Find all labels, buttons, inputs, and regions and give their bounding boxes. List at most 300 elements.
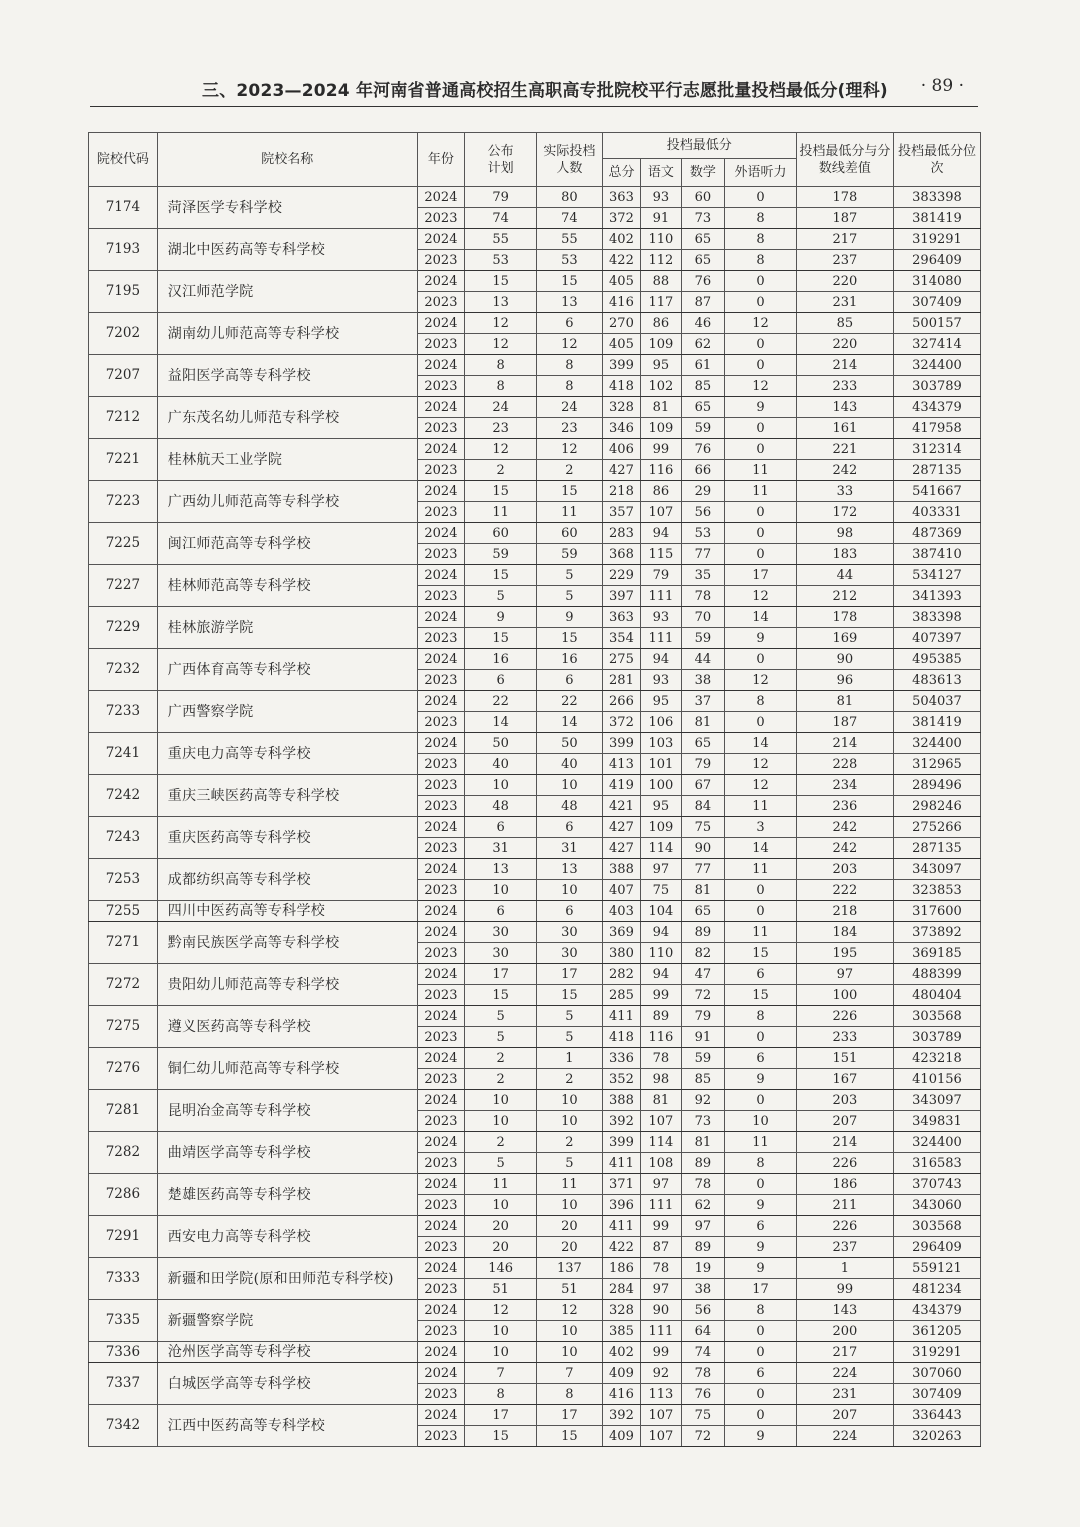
cell-actual: 53 bbox=[537, 250, 603, 271]
cell-rank: 303789 bbox=[893, 376, 980, 397]
cell-diff: 231 bbox=[796, 292, 893, 313]
page-number: · 89 · bbox=[920, 76, 964, 96]
cell-year: 2023 bbox=[417, 1069, 465, 1090]
cell-plan: 12 bbox=[465, 1300, 537, 1321]
cell-actual: 16 bbox=[537, 649, 603, 670]
cell-plan: 2 bbox=[465, 1069, 537, 1090]
cell-rank: 307409 bbox=[893, 292, 980, 313]
cell-listening: 0 bbox=[725, 544, 797, 565]
cell-year: 2023 bbox=[417, 1111, 465, 1132]
cell-math: 78 bbox=[681, 586, 724, 607]
cell-rank: 289496 bbox=[893, 775, 980, 796]
cell-listening: 12 bbox=[725, 586, 797, 607]
cell-listening: 11 bbox=[725, 1132, 797, 1153]
school-name: 四川中医药高等专科学校 bbox=[157, 901, 417, 922]
cell-math: 77 bbox=[681, 544, 724, 565]
cell-plan: 20 bbox=[465, 1216, 537, 1237]
cell-actual: 6 bbox=[537, 313, 603, 334]
cell-actual: 137 bbox=[537, 1258, 603, 1279]
cell-actual: 11 bbox=[537, 502, 603, 523]
cell-year: 2023 bbox=[417, 1384, 465, 1405]
cell-rank: 307409 bbox=[893, 1384, 980, 1405]
table-row bbox=[89, 1216, 981, 1237]
cell-chinese: 109 bbox=[641, 334, 681, 355]
cell-plan: 11 bbox=[465, 502, 537, 523]
school-name: 重庆三峡医药高等专科学校 bbox=[157, 775, 417, 817]
cell-rank: 423218 bbox=[893, 1048, 980, 1069]
school-code: 7212 bbox=[89, 397, 158, 439]
cell-listening: 11 bbox=[725, 859, 797, 880]
cell-actual: 12 bbox=[537, 439, 603, 460]
table-row bbox=[89, 649, 981, 670]
cell-year: 2023 bbox=[417, 586, 465, 607]
cell-listening: 9 bbox=[725, 1237, 797, 1258]
cell-rank: 383398 bbox=[893, 607, 980, 628]
cell-listening: 14 bbox=[725, 607, 797, 628]
cell-math: 81 bbox=[681, 712, 724, 733]
cell-plan: 60 bbox=[465, 523, 537, 544]
school-code: 7193 bbox=[89, 229, 158, 271]
cell-actual: 10 bbox=[537, 1111, 603, 1132]
school-code: 7207 bbox=[89, 355, 158, 397]
cell-year: 2023 bbox=[417, 880, 465, 901]
cell-actual: 80 bbox=[537, 187, 603, 208]
cell-total: 427 bbox=[602, 838, 640, 859]
cell-total: 409 bbox=[602, 1363, 640, 1384]
cell-math: 79 bbox=[681, 754, 724, 775]
cell-diff: 151 bbox=[796, 1048, 893, 1069]
school-code: 7271 bbox=[89, 922, 158, 964]
school-code: 7227 bbox=[89, 565, 158, 607]
cell-rank: 541667 bbox=[893, 481, 980, 502]
col-header-rank: 投档最低分位次 bbox=[893, 133, 980, 187]
cell-actual: 9 bbox=[537, 607, 603, 628]
cell-diff: 172 bbox=[796, 502, 893, 523]
cell-rank: 327414 bbox=[893, 334, 980, 355]
cell-listening: 14 bbox=[725, 733, 797, 754]
cell-listening: 6 bbox=[725, 1048, 797, 1069]
cell-diff: 212 bbox=[796, 586, 893, 607]
cell-diff: 143 bbox=[796, 1300, 893, 1321]
school-name: 广西幼儿师范高等专科学校 bbox=[157, 481, 417, 523]
cell-listening: 6 bbox=[725, 1363, 797, 1384]
cell-total: 388 bbox=[602, 859, 640, 880]
cell-actual: 17 bbox=[537, 964, 603, 985]
cell-actual: 7 bbox=[537, 1363, 603, 1384]
cell-math: 84 bbox=[681, 796, 724, 817]
cell-chinese: 94 bbox=[641, 523, 681, 544]
cell-year: 2024 bbox=[417, 817, 465, 838]
cell-year: 2023 bbox=[417, 376, 465, 397]
cell-plan: 16 bbox=[465, 649, 537, 670]
school-name: 益阳医学高等专科学校 bbox=[157, 355, 417, 397]
cell-actual: 5 bbox=[537, 1006, 603, 1027]
cell-math: 59 bbox=[681, 628, 724, 649]
cell-math: 89 bbox=[681, 1153, 724, 1174]
cell-math: 67 bbox=[681, 775, 724, 796]
cell-actual: 10 bbox=[537, 1090, 603, 1111]
school-name: 重庆医药高等专科学校 bbox=[157, 817, 417, 859]
cell-diff: 143 bbox=[796, 397, 893, 418]
cell-year: 2023 bbox=[417, 502, 465, 523]
cell-actual: 40 bbox=[537, 754, 603, 775]
school-code: 7282 bbox=[89, 1132, 158, 1174]
cell-rank: 417958 bbox=[893, 418, 980, 439]
cell-plan: 17 bbox=[465, 1405, 537, 1426]
cell-math: 72 bbox=[681, 1426, 724, 1447]
cell-chinese: 86 bbox=[641, 481, 681, 502]
cell-plan: 79 bbox=[465, 187, 537, 208]
cell-listening: 11 bbox=[725, 460, 797, 481]
cell-diff: 217 bbox=[796, 1342, 893, 1363]
cell-chinese: 115 bbox=[641, 544, 681, 565]
cell-listening: 14 bbox=[725, 838, 797, 859]
school-name: 湖南幼儿师范高等专科学校 bbox=[157, 313, 417, 355]
cell-diff: 226 bbox=[796, 1006, 893, 1027]
cell-diff: 187 bbox=[796, 712, 893, 733]
cell-math: 62 bbox=[681, 334, 724, 355]
cell-listening: 11 bbox=[725, 922, 797, 943]
cell-diff: 226 bbox=[796, 1216, 893, 1237]
cell-actual: 13 bbox=[537, 292, 603, 313]
school-code: 7255 bbox=[89, 901, 158, 922]
cell-math: 78 bbox=[681, 1363, 724, 1384]
school-name: 广西体育高等专科学校 bbox=[157, 649, 417, 691]
cell-rank: 381419 bbox=[893, 712, 980, 733]
col-header-year: 年份 bbox=[417, 133, 465, 187]
cell-rank: 343097 bbox=[893, 1090, 980, 1111]
cell-rank: 387410 bbox=[893, 544, 980, 565]
cell-listening: 12 bbox=[725, 376, 797, 397]
table-row bbox=[89, 1132, 981, 1153]
cell-rank: 323853 bbox=[893, 880, 980, 901]
running-header bbox=[90, 72, 978, 107]
cell-rank: 341393 bbox=[893, 586, 980, 607]
cell-listening: 0 bbox=[725, 271, 797, 292]
cell-year: 2023 bbox=[417, 460, 465, 481]
cell-total: 402 bbox=[602, 1342, 640, 1363]
cell-rank: 312314 bbox=[893, 439, 980, 460]
cell-plan: 2 bbox=[465, 1048, 537, 1069]
cell-plan: 6 bbox=[465, 670, 537, 691]
cell-total: 422 bbox=[602, 1237, 640, 1258]
cell-chinese: 111 bbox=[641, 628, 681, 649]
school-code: 7333 bbox=[89, 1258, 158, 1300]
school-code: 7225 bbox=[89, 523, 158, 565]
cell-plan: 13 bbox=[465, 859, 537, 880]
school-name: 新疆和田学院(原和田师范专科学校) bbox=[157, 1258, 417, 1300]
cell-plan: 7 bbox=[465, 1363, 537, 1384]
cell-listening: 8 bbox=[725, 208, 797, 229]
table-row bbox=[89, 964, 981, 985]
cell-listening: 0 bbox=[725, 1321, 797, 1342]
cell-chinese: 88 bbox=[641, 271, 681, 292]
cell-math: 82 bbox=[681, 943, 724, 964]
cell-chinese: 101 bbox=[641, 754, 681, 775]
school-code: 7223 bbox=[89, 481, 158, 523]
school-name: 贵阳幼儿师范高等专科学校 bbox=[157, 964, 417, 1006]
cell-actual: 15 bbox=[537, 628, 603, 649]
cell-math: 60 bbox=[681, 187, 724, 208]
cell-total: 357 bbox=[602, 502, 640, 523]
table-row bbox=[89, 313, 981, 334]
cell-math: 65 bbox=[681, 733, 724, 754]
cell-math: 89 bbox=[681, 1237, 724, 1258]
cell-math: 79 bbox=[681, 1006, 724, 1027]
col-header-actual: 实际投档人数 bbox=[537, 133, 603, 187]
school-code: 7275 bbox=[89, 1006, 158, 1048]
cell-total: 363 bbox=[602, 187, 640, 208]
school-code: 7174 bbox=[89, 187, 158, 229]
cell-math: 65 bbox=[681, 397, 724, 418]
cell-listening: 9 bbox=[725, 397, 797, 418]
cell-plan: 15 bbox=[465, 565, 537, 586]
cell-year: 2023 bbox=[417, 1279, 465, 1300]
cell-diff: 214 bbox=[796, 1132, 893, 1153]
cell-year: 2024 bbox=[417, 1006, 465, 1027]
cell-listening: 17 bbox=[725, 1279, 797, 1300]
cell-chinese: 93 bbox=[641, 670, 681, 691]
cell-total: 229 bbox=[602, 565, 640, 586]
cell-chinese: 113 bbox=[641, 1384, 681, 1405]
cell-total: 371 bbox=[602, 1174, 640, 1195]
col-header-math: 数学 bbox=[681, 159, 724, 187]
school-code: 7276 bbox=[89, 1048, 158, 1090]
cell-total: 352 bbox=[602, 1069, 640, 1090]
cell-rank: 287135 bbox=[893, 460, 980, 481]
cell-actual: 5 bbox=[537, 1027, 603, 1048]
cell-listening: 0 bbox=[725, 1027, 797, 1048]
cell-listening: 12 bbox=[725, 670, 797, 691]
school-code: 7281 bbox=[89, 1090, 158, 1132]
cell-rank: 336443 bbox=[893, 1405, 980, 1426]
cell-total: 418 bbox=[602, 376, 640, 397]
cell-year: 2023 bbox=[417, 1027, 465, 1048]
cell-rank: 480404 bbox=[893, 985, 980, 1006]
cell-listening: 15 bbox=[725, 943, 797, 964]
cell-total: 396 bbox=[602, 1195, 640, 1216]
cell-total: 416 bbox=[602, 292, 640, 313]
cell-year: 2024 bbox=[417, 1216, 465, 1237]
table-row bbox=[89, 1048, 981, 1069]
cell-math: 74 bbox=[681, 1342, 724, 1363]
cell-year: 2024 bbox=[417, 271, 465, 292]
cell-plan: 5 bbox=[465, 586, 537, 607]
cell-listening: 0 bbox=[725, 712, 797, 733]
cell-year: 2024 bbox=[417, 1174, 465, 1195]
cell-actual: 17 bbox=[537, 1405, 603, 1426]
cell-rank: 370743 bbox=[893, 1174, 980, 1195]
cell-chinese: 89 bbox=[641, 1006, 681, 1027]
cell-total: 218 bbox=[602, 481, 640, 502]
cell-math: 89 bbox=[681, 922, 724, 943]
cell-plan: 10 bbox=[465, 1090, 537, 1111]
cell-listening: 11 bbox=[725, 796, 797, 817]
cell-listening: 0 bbox=[725, 901, 797, 922]
cell-total: 411 bbox=[602, 1153, 640, 1174]
cell-math: 73 bbox=[681, 208, 724, 229]
col-header-diff: 投档最低分与分数线差值 bbox=[796, 133, 893, 187]
cell-total: 407 bbox=[602, 880, 640, 901]
cell-actual: 48 bbox=[537, 796, 603, 817]
cell-actual: 22 bbox=[537, 691, 603, 712]
cell-plan: 31 bbox=[465, 838, 537, 859]
cell-math: 65 bbox=[681, 250, 724, 271]
cell-total: 392 bbox=[602, 1405, 640, 1426]
cell-listening: 0 bbox=[725, 334, 797, 355]
cell-listening: 12 bbox=[725, 754, 797, 775]
cell-listening: 9 bbox=[725, 1069, 797, 1090]
cell-plan: 15 bbox=[465, 1426, 537, 1447]
cell-total: 422 bbox=[602, 250, 640, 271]
cell-rank: 381419 bbox=[893, 208, 980, 229]
cell-chinese: 93 bbox=[641, 187, 681, 208]
cell-total: 399 bbox=[602, 1132, 640, 1153]
table-row bbox=[89, 397, 981, 418]
cell-rank: 303568 bbox=[893, 1006, 980, 1027]
table-row bbox=[89, 733, 981, 754]
cell-rank: 410156 bbox=[893, 1069, 980, 1090]
cell-actual: 6 bbox=[537, 901, 603, 922]
school-code: 7342 bbox=[89, 1405, 158, 1447]
school-name: 闽江师范高等专科学校 bbox=[157, 523, 417, 565]
school-name: 楚雄医药高等专科学校 bbox=[157, 1174, 417, 1216]
cell-plan: 40 bbox=[465, 754, 537, 775]
cell-plan: 30 bbox=[465, 922, 537, 943]
cell-listening: 10 bbox=[725, 1111, 797, 1132]
cell-total: 363 bbox=[602, 607, 640, 628]
cell-diff: 228 bbox=[796, 754, 893, 775]
cell-actual: 5 bbox=[537, 565, 603, 586]
cell-total: 385 bbox=[602, 1321, 640, 1342]
cell-chinese: 107 bbox=[641, 502, 681, 523]
cell-rank: 314080 bbox=[893, 271, 980, 292]
cell-listening: 0 bbox=[725, 502, 797, 523]
table-row bbox=[89, 187, 981, 208]
cell-diff: 221 bbox=[796, 439, 893, 460]
cell-rank: 369185 bbox=[893, 943, 980, 964]
cell-year: 2023 bbox=[417, 712, 465, 733]
cell-listening: 11 bbox=[725, 481, 797, 502]
cell-math: 38 bbox=[681, 670, 724, 691]
cell-year: 2023 bbox=[417, 544, 465, 565]
cell-diff: 200 bbox=[796, 1321, 893, 1342]
school-code: 7272 bbox=[89, 964, 158, 1006]
table-row bbox=[89, 439, 981, 460]
cell-diff: 85 bbox=[796, 313, 893, 334]
cell-math: 76 bbox=[681, 439, 724, 460]
cell-math: 81 bbox=[681, 1132, 724, 1153]
school-name: 广西警察学院 bbox=[157, 691, 417, 733]
cell-year: 2024 bbox=[417, 397, 465, 418]
cell-chinese: 107 bbox=[641, 1405, 681, 1426]
cell-rank: 383398 bbox=[893, 187, 980, 208]
cell-total: 397 bbox=[602, 586, 640, 607]
table-row bbox=[89, 922, 981, 943]
cell-year: 2024 bbox=[417, 1090, 465, 1111]
cell-diff: 97 bbox=[796, 964, 893, 985]
cell-actual: 13 bbox=[537, 859, 603, 880]
cell-diff: 99 bbox=[796, 1279, 893, 1300]
cell-chinese: 94 bbox=[641, 922, 681, 943]
cell-listening: 9 bbox=[725, 1258, 797, 1279]
cell-math: 59 bbox=[681, 418, 724, 439]
cell-total: 399 bbox=[602, 733, 640, 754]
table-row bbox=[89, 565, 981, 586]
cell-listening: 6 bbox=[725, 964, 797, 985]
cell-listening: 17 bbox=[725, 565, 797, 586]
school-code: 7232 bbox=[89, 649, 158, 691]
cell-year: 2024 bbox=[417, 1363, 465, 1384]
cell-rank: 500157 bbox=[893, 313, 980, 334]
cell-plan: 5 bbox=[465, 1153, 537, 1174]
table-row bbox=[89, 229, 981, 250]
cell-plan: 53 bbox=[465, 250, 537, 271]
school-code: 7253 bbox=[89, 859, 158, 901]
school-code: 7195 bbox=[89, 271, 158, 313]
cell-total: 418 bbox=[602, 1027, 640, 1048]
cell-total: 354 bbox=[602, 628, 640, 649]
table-row bbox=[89, 775, 981, 796]
cell-chinese: 75 bbox=[641, 880, 681, 901]
cell-math: 64 bbox=[681, 1321, 724, 1342]
cell-chinese: 102 bbox=[641, 376, 681, 397]
cell-rank: 343060 bbox=[893, 1195, 980, 1216]
cell-plan: 12 bbox=[465, 313, 537, 334]
cell-diff: 218 bbox=[796, 901, 893, 922]
cell-math: 29 bbox=[681, 481, 724, 502]
cell-rank: 483613 bbox=[893, 670, 980, 691]
cell-rank: 361205 bbox=[893, 1321, 980, 1342]
cell-diff: 237 bbox=[796, 250, 893, 271]
cell-math: 65 bbox=[681, 229, 724, 250]
cell-year: 2024 bbox=[417, 313, 465, 334]
cell-total: 284 bbox=[602, 1279, 640, 1300]
cell-chinese: 112 bbox=[641, 250, 681, 271]
cell-year: 2023 bbox=[417, 292, 465, 313]
cell-rank: 495385 bbox=[893, 649, 980, 670]
cell-rank: 324400 bbox=[893, 355, 980, 376]
cell-rank: 303789 bbox=[893, 1027, 980, 1048]
cell-math: 19 bbox=[681, 1258, 724, 1279]
cell-actual: 50 bbox=[537, 733, 603, 754]
col-header-name: 院校名称 bbox=[157, 133, 417, 187]
cell-diff: 220 bbox=[796, 334, 893, 355]
cell-rank: 307060 bbox=[893, 1363, 980, 1384]
cell-total: 406 bbox=[602, 439, 640, 460]
cell-actual: 1 bbox=[537, 1048, 603, 1069]
cell-actual: 6 bbox=[537, 670, 603, 691]
cell-total: 380 bbox=[602, 943, 640, 964]
cell-math: 53 bbox=[681, 523, 724, 544]
cell-chinese: 99 bbox=[641, 985, 681, 1006]
cell-actual: 10 bbox=[537, 1195, 603, 1216]
table-row bbox=[89, 355, 981, 376]
col-header-chinese: 语文 bbox=[641, 159, 681, 187]
cell-year: 2023 bbox=[417, 208, 465, 229]
cell-actual: 10 bbox=[537, 775, 603, 796]
school-name: 昆明冶金高等专科学校 bbox=[157, 1090, 417, 1132]
cell-diff: 231 bbox=[796, 1384, 893, 1405]
cell-diff: 226 bbox=[796, 1153, 893, 1174]
cell-year: 2024 bbox=[417, 649, 465, 670]
table-row bbox=[89, 607, 981, 628]
cell-chinese: 109 bbox=[641, 418, 681, 439]
cell-diff: 203 bbox=[796, 1090, 893, 1111]
cell-listening: 9 bbox=[725, 628, 797, 649]
table-row bbox=[89, 523, 981, 544]
cell-total: 411 bbox=[602, 1006, 640, 1027]
